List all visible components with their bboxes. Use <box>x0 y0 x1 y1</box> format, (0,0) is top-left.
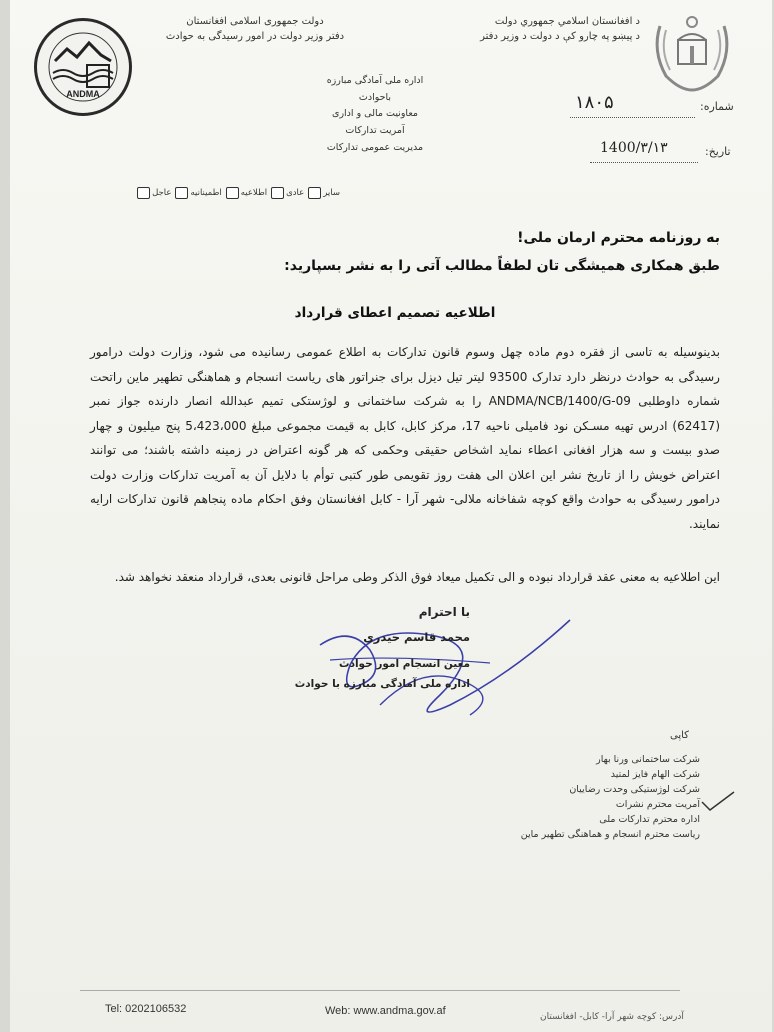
copy-item: شرکت الهام فایز لمتید <box>610 769 700 780</box>
header-right-line2: د پیښو په چارو کې د دولت د وزیر دفتر <box>480 30 640 42</box>
checkbox[interactable] <box>226 187 239 199</box>
regards: با احترام <box>418 605 470 619</box>
national-emblem <box>640 6 744 96</box>
footer-tel: Tel: 0202106532 <box>105 1003 187 1015</box>
copy-item: شرکت لوژستیکی وحدت رضاییان <box>569 784 700 795</box>
checkbox[interactable] <box>175 187 188 199</box>
salutation: به روزنامه محترم ارمان ملی! <box>517 230 720 246</box>
category-label: اطمینانیه <box>190 188 222 198</box>
number-label: شماره: <box>700 100 734 113</box>
date-underline <box>590 162 698 163</box>
header-right-line1: د افغانستان اسلامي جمهوري دولت <box>494 16 640 27</box>
category-label: اطلاعیه <box>240 188 268 198</box>
dept-line4: مدیریت عمومی تدارکات <box>326 141 424 153</box>
number-value: ۱۸۰۵ <box>575 92 614 113</box>
checkmark-icon <box>700 790 736 812</box>
category-assurance[interactable] <box>175 187 221 199</box>
footer-web[interactable]: Web: www.andma.gov.af <box>325 1005 446 1017</box>
header-right <box>420 15 640 44</box>
date-label: تاریخ: <box>705 145 731 158</box>
footer-divider <box>80 990 680 991</box>
category-label: عاجل <box>152 188 172 198</box>
position-line2: اداره ملی آمادگی مبارزه با حوادث <box>294 677 470 690</box>
category-label: سایر <box>323 188 340 198</box>
checkbox[interactable] <box>271 187 284 199</box>
announcement-title: اطلاعیه تصمیم اعطای قرارداد <box>294 305 496 321</box>
category-urgent[interactable] <box>137 187 171 199</box>
copies-label: کاپی <box>670 730 689 741</box>
header-left-line1: دولت جمهوری اسلامی افغانستان <box>186 16 324 27</box>
category-label: عادی <box>286 188 305 198</box>
copy-item: اداره محترم تدارکات ملی <box>599 814 700 825</box>
request-line: طبق همکاری همیشگی تان لطفاً مطالب آتی را به نشر بسپارید: <box>284 258 720 274</box>
andma-logo <box>34 18 132 116</box>
header-left <box>150 15 360 44</box>
copy-item: شرکت ساختمانی ورنا بهار <box>596 754 700 765</box>
category-normal[interactable] <box>271 187 304 199</box>
category-notice[interactable] <box>226 187 267 199</box>
department-block <box>315 73 435 156</box>
number-underline <box>570 117 695 118</box>
footer-address: آدرس: کوچه شهر آرا- کابل- افغانستان <box>540 1012 684 1022</box>
copy-item: آمریت محترم نشرات <box>615 799 700 810</box>
date-value: 1400/۳/۱۳ <box>600 140 668 156</box>
closing-note: این اطلاعیه به معنی عقد قرارداد نبوده و الی تکمیل میعاد فوق الذکر وطی مراحل قانونی بعدی، قرارداد منعقد نخواهد شد. <box>114 570 720 584</box>
checkbox[interactable] <box>308 187 321 199</box>
copies-list <box>470 752 700 842</box>
checkbox[interactable] <box>137 187 150 199</box>
position-line1: معین انسجام امور حوادث <box>339 658 470 670</box>
signatory-name: محمد قاسم حیدری <box>363 630 470 644</box>
header-left-line2: دفتر وزیر دولت در امور رسیدگی به حوادث <box>165 30 345 42</box>
announcement-body: بدینوسیله به تاسی از فقره دوم ماده چهل وسوم قانون تدارکات به اطلاع عمومی رسانیده می شود، وزارت دولت درامور رسیدگی به حوادث درنظر دارد تدارک 93500 لیتر تیل دیزل برای جنراتور های ریاست انسجام و هماهنگی تطهیر ماین راتحت شماره داوطلبی ANDMA/NCB/1400/G-09 را به شرکت ساختمانی و لوژستکی تمیم عبدالله انصار دارنده جواز نمبر (62417) ادرس تهیه مسـکن نود فامیلی ناحیه 17، مرکز کابل، کابل به قیمت مجموعی مبلغ 5،423،000 پنج میلیون و چهار صدو بیست و سه هزار افغانی اعطاء نماید اشخاص حقیقی وحکمی که هر گونه اعتراض در زمینه داشته باشند؛ می توانند اعتراض خویش را از تاریخ نشر این اعلان الی هفت روز تقویمی طور کتبی توأم با دلایل آن به آمریت تدارکات وزارت دولت درامور رسیدگی به حوادث واقع کوچه شفاخانه ملالی- شهر آرا - کابل افغانستان وفق احکام ماده پنجاهم قانون تدارکات ارایه نمایند. <box>90 345 720 531</box>
logo-text: ANDMA <box>66 89 100 99</box>
category-other[interactable] <box>308 187 340 199</box>
signatory-position <box>280 655 470 695</box>
category-checkboxes <box>80 185 340 201</box>
dept-line1: اداره ملی آمادگی مبارزه باحوادث <box>326 75 424 103</box>
dept-line2: معاونیت مالی و اداری <box>332 108 418 120</box>
copy-item: ریاست محترم انسجام و هماهنگی تطهیر ماین <box>520 829 700 840</box>
dept-line3: آمریت تدارکات <box>345 124 405 136</box>
